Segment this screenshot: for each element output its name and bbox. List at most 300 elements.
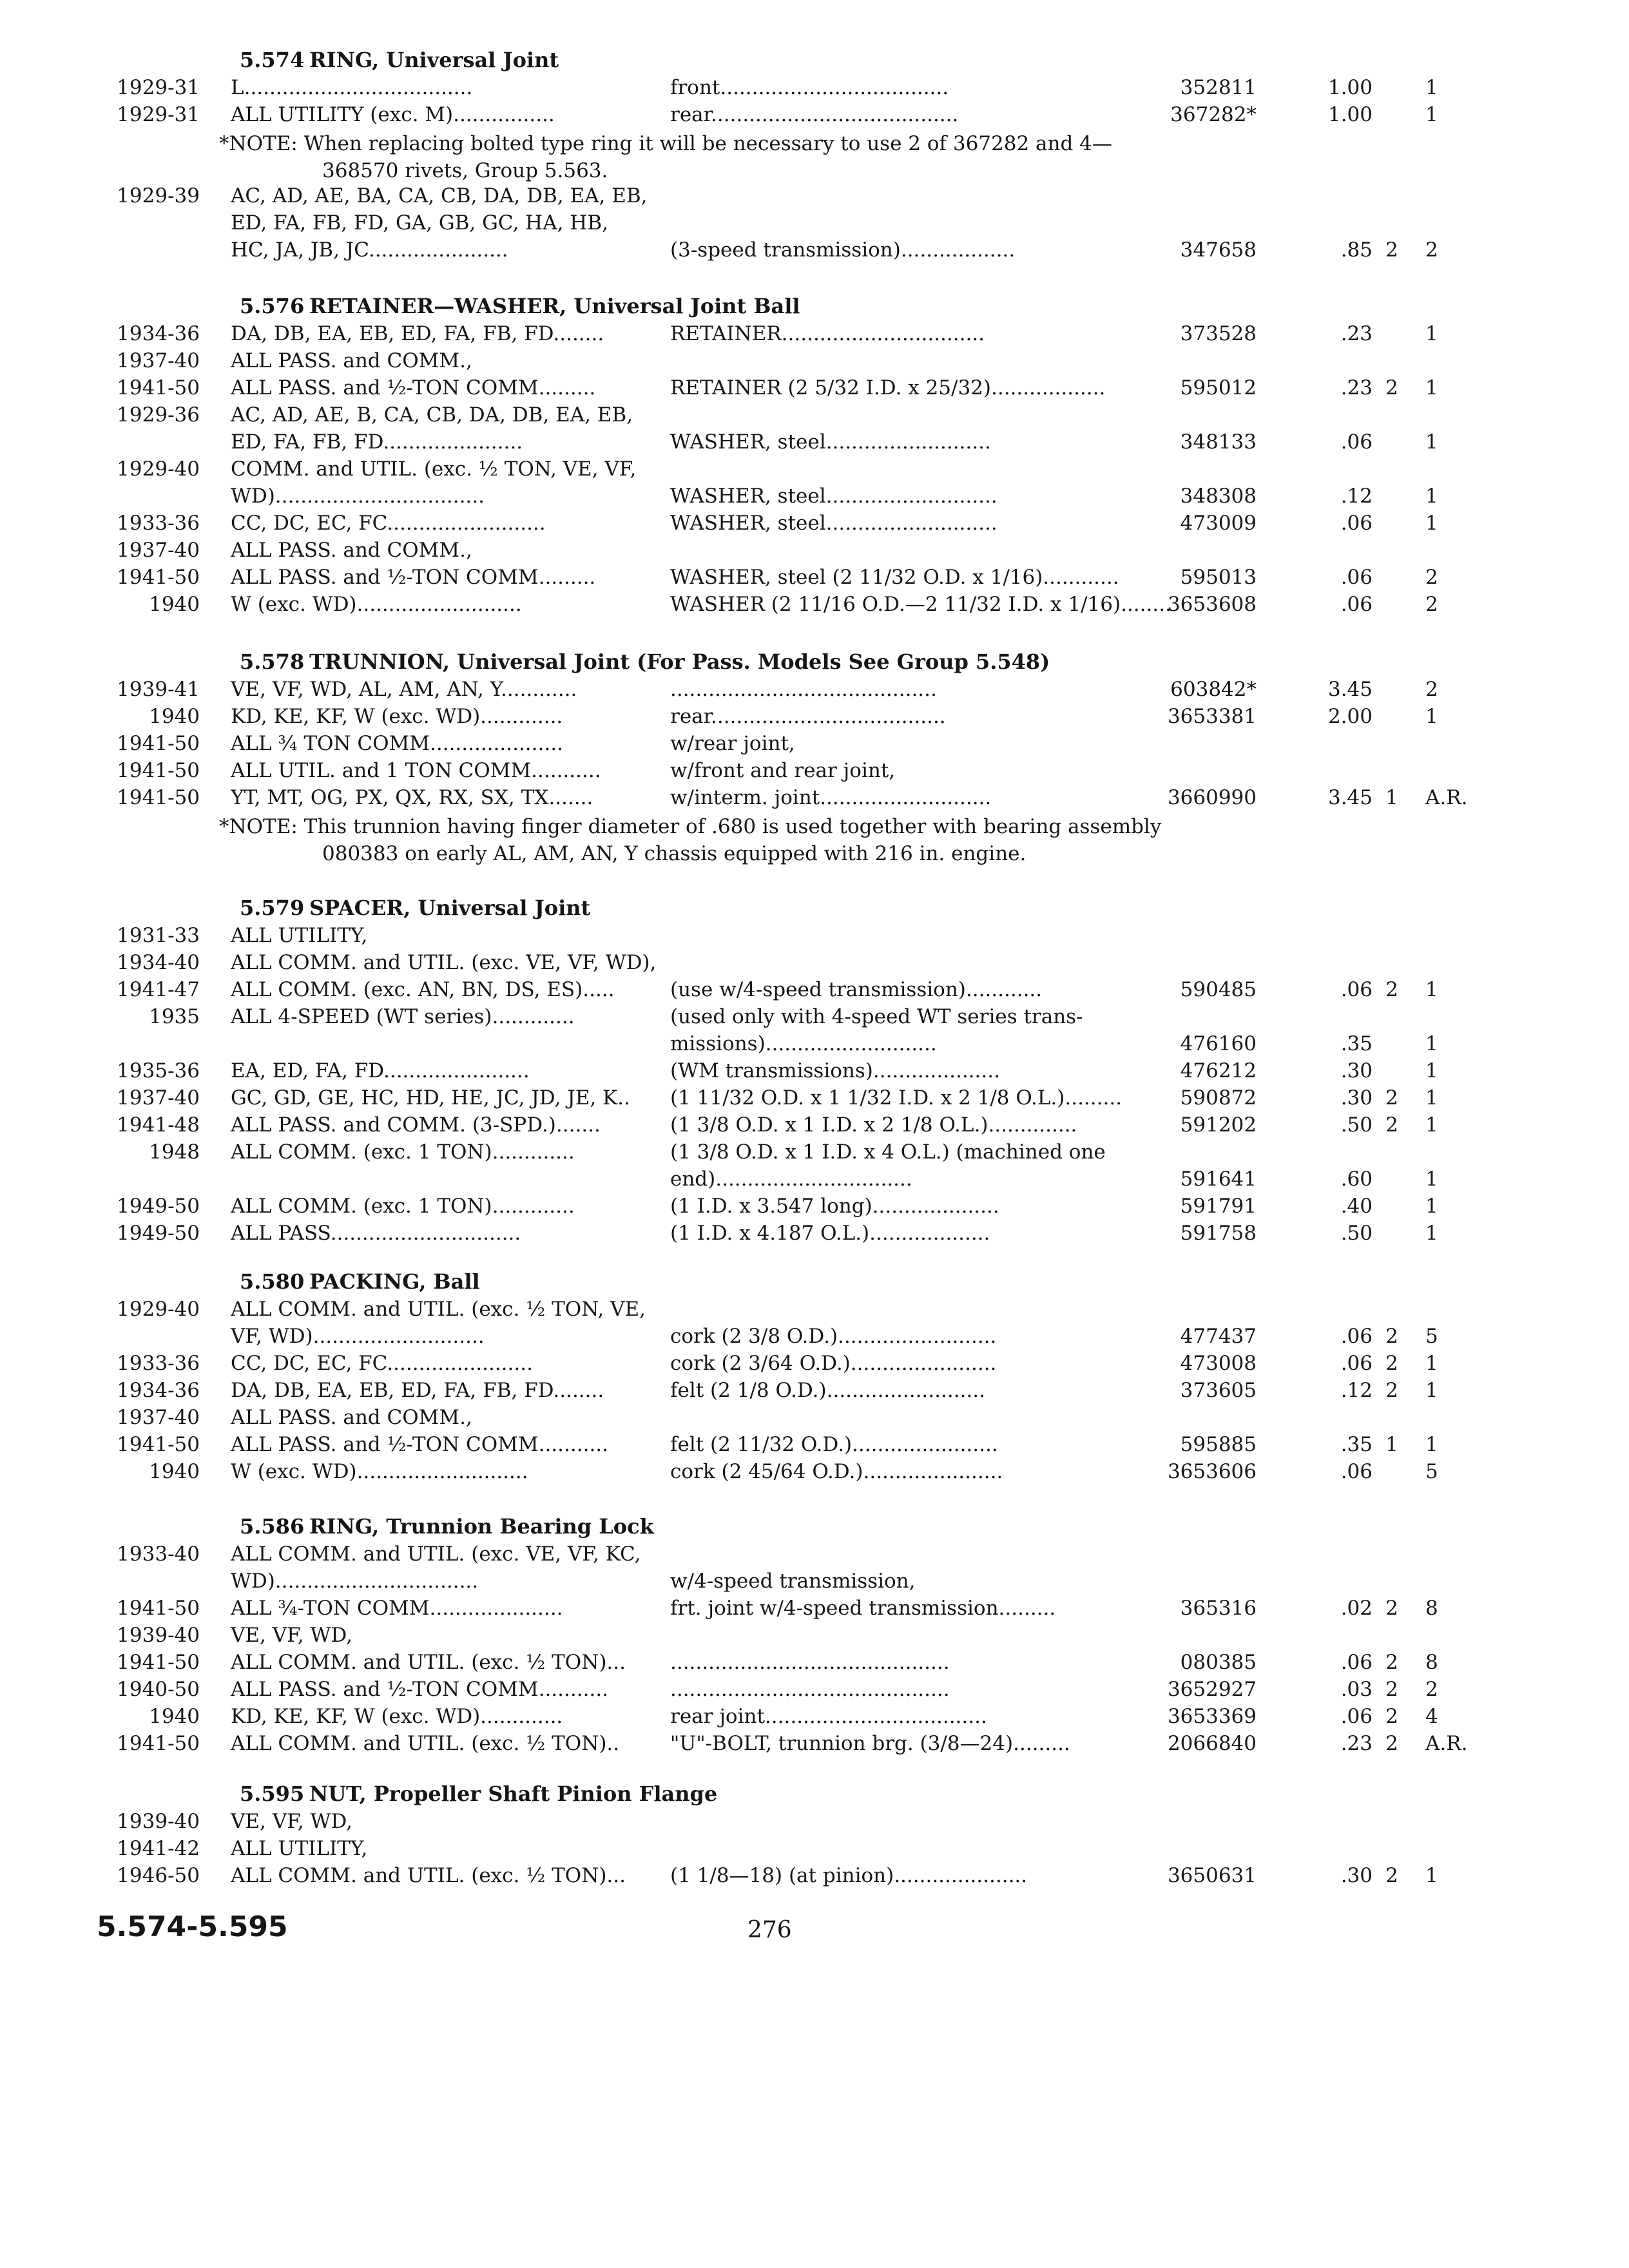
models-cell: L.................................... (231, 76, 473, 99)
page-number: 276 (747, 1917, 792, 1943)
quantity-cell: 2 (1425, 678, 1438, 701)
description-cell: (WM transmissions).................... (670, 1059, 1000, 1082)
part-number-cell: 590485 (1180, 978, 1257, 1001)
models-cell: W (exc. WD)........................... (231, 1460, 528, 1483)
note-line: 080383 on early AL, AM, AN, Y chassis equipped with 216 in. engine. (322, 842, 1027, 865)
part-number-cell: 591641 (1180, 1168, 1257, 1191)
description-cell: missions)........................... (670, 1032, 937, 1055)
price-cell: .06 (1340, 1460, 1373, 1483)
section-5-574 (97, 48, 1572, 265)
price-cell: .06 (1340, 1352, 1373, 1375)
price-cell: 1.00 (1327, 76, 1373, 99)
models-cell: ALL ¾-TON COMM..................... (231, 1597, 563, 1620)
description-cell: (used only with 4-speed WT series trans- (670, 1005, 1083, 1028)
description-cell: (1 11/32 O.D. x 1 1/32 I.D. x 2 1/8 O.L.)......... (670, 1086, 1123, 1110)
year-cell: 1939-41 (117, 678, 200, 701)
part-number-cell: 367282* (1170, 103, 1257, 126)
part-number-cell: 347658 (1180, 238, 1257, 262)
models-cell: ALL UTILITY (exc. M)................ (231, 103, 555, 126)
models-cell: ALL PASS. and COMM. (3-SPD.)....... (231, 1113, 601, 1137)
year-cell: 1929-31 (117, 76, 200, 99)
part-number-cell: 477437 (1180, 1325, 1257, 1348)
year-cell: 1941-48 (117, 1113, 200, 1137)
models-cell: COMM. and UTIL. (exc. ½ TON, VE, VF, (231, 457, 637, 481)
section-header (97, 1782, 1572, 1810)
section-5-595 (97, 1782, 1572, 1891)
price-cell: .02 (1340, 1597, 1373, 1620)
description-cell: cork (2 3/8 O.D.)......................... (670, 1325, 997, 1348)
price-cell: .06 (1340, 1705, 1373, 1728)
part-row (97, 485, 1572, 512)
price-cell: .06 (1340, 512, 1373, 535)
part-row (97, 1460, 1572, 1487)
quantity-cell: 1 (1425, 1195, 1438, 1218)
price-cell: .50 (1340, 1113, 1373, 1137)
description-cell: WASHER (2 11/16 O.D.—2 11/32 I.D. x 1/16)........ (670, 593, 1171, 616)
section-header (97, 1269, 1572, 1298)
part-row (97, 566, 1572, 593)
part-number-cell: 591791 (1180, 1195, 1257, 1218)
section-5-578 (97, 649, 1572, 867)
description-cell: cork (2 45/64 O.D.)...................... (670, 1460, 1003, 1483)
section-title: NUT, Propeller Shaft Pinion Flange (309, 1782, 718, 1806)
group-cell: 2 (1385, 1325, 1398, 1348)
part-number-cell: 348308 (1180, 485, 1257, 508)
year-cell: 1929-40 (117, 1298, 200, 1321)
description-cell: ............................................ (670, 1651, 950, 1674)
group-cell: 2 (1385, 1352, 1398, 1375)
part-number-cell: 595012 (1180, 376, 1257, 399)
models-cell: VE, VF, WD, AL, AM, AN, Y............ (231, 678, 577, 701)
year-cell: 1941-50 (117, 1433, 200, 1456)
part-row (97, 376, 1572, 403)
description-cell: rear....................................... (670, 103, 959, 126)
group-cell: 2 (1385, 978, 1398, 1001)
description-cell: (1 I.D. x 3.547 long).................... (670, 1195, 999, 1218)
quantity-cell: 1 (1425, 1032, 1438, 1055)
part-number-cell: 3653381 (1167, 705, 1257, 728)
quantity-cell: 1 (1425, 1352, 1438, 1375)
footer-group-range: 5.574-5.595 (97, 1910, 288, 1943)
section-5-579 (97, 896, 1572, 1249)
section-title: PACKING, Ball (309, 1269, 480, 1294)
quantity-cell: 1 (1425, 1168, 1438, 1191)
year-cell: 1948 (149, 1140, 200, 1164)
year-cell: 1933-40 (117, 1542, 200, 1566)
part-number-cell: 373605 (1180, 1379, 1257, 1402)
year-cell: 1941-50 (117, 732, 200, 755)
part-row (97, 1140, 1572, 1168)
group-cell: 2 (1385, 1086, 1398, 1110)
part-row (97, 1651, 1572, 1678)
part-number-cell: 352811 (1180, 76, 1257, 99)
year-cell: 1940 (149, 1460, 200, 1483)
quantity-cell: 1 (1425, 1086, 1438, 1110)
quantity-cell: 1 (1425, 705, 1438, 728)
part-number-cell: 473008 (1180, 1352, 1257, 1375)
year-cell: 1940 (149, 705, 200, 728)
description-cell: frt. joint w/4-speed transmission......... (670, 1597, 1056, 1620)
price-cell: .23 (1340, 1732, 1373, 1755)
models-cell: ALL COMM. and UTIL. (exc. ½ TON)... (231, 1651, 626, 1674)
part-row (97, 759, 1572, 786)
price-cell: .30 (1340, 1864, 1373, 1887)
part-row (97, 1325, 1572, 1352)
description-cell: w/interm. joint........................... (670, 786, 992, 809)
year-cell: 1929-36 (117, 403, 200, 427)
year-cell: 1941-50 (117, 1597, 200, 1620)
year-cell: 1937-40 (117, 1406, 200, 1429)
section-5-586 (97, 1514, 1572, 1759)
quantity-cell: 2 (1425, 593, 1438, 616)
quantity-cell: 8 (1425, 1597, 1438, 1620)
models-cell: ALL PASS. and COMM., (231, 539, 472, 562)
part-row (97, 1597, 1572, 1624)
part-row (97, 786, 1572, 813)
year-cell: 1935-36 (117, 1059, 200, 1082)
part-row (97, 1113, 1572, 1140)
quantity-cell: 1 (1425, 1113, 1438, 1137)
part-row (97, 1705, 1572, 1732)
part-number-cell: 3653606 (1167, 1460, 1257, 1483)
part-number-cell: 591758 (1180, 1222, 1257, 1245)
part-row (97, 1195, 1572, 1222)
section-note (97, 813, 1379, 867)
group-cell: 2 (1385, 376, 1398, 399)
description-cell: WASHER, steel........................... (670, 485, 998, 508)
description-cell: w/front and rear joint, (670, 759, 896, 782)
models-cell: ALL ¾ TON COMM..................... (231, 732, 563, 755)
section-number: 5.574 (240, 48, 305, 72)
part-row (97, 349, 1572, 376)
models-cell: WD)................................. (231, 485, 485, 508)
section-header (97, 896, 1572, 924)
part-number-cell: 591202 (1180, 1113, 1257, 1137)
section-number: 5.579 (240, 896, 305, 920)
note-line: *NOTE: When replacing bolted type ring it will be necessary to use 2 of 367282 and 4— (219, 132, 1112, 155)
description-cell: WASHER, steel (2 11/32 O.D. x 1/16)............ (670, 566, 1119, 589)
price-cell: .06 (1340, 1651, 1373, 1674)
models-cell: ED, FA, FB, FD, GA, GB, GC, HA, HB, (231, 211, 608, 235)
quantity-cell: A.R. (1425, 1732, 1468, 1755)
description-cell: .......................................... (670, 678, 937, 701)
part-row (97, 1222, 1572, 1249)
part-row (97, 539, 1572, 566)
description-cell: WASHER, steel.......................... (670, 430, 991, 454)
year-cell: 1931-33 (117, 924, 200, 947)
section-5-580 (97, 1269, 1572, 1487)
models-cell: ALL COMM. (exc. 1 TON)............. (231, 1140, 575, 1164)
part-number-cell: 2066840 (1167, 1732, 1257, 1755)
year-cell: 1941-42 (117, 1837, 200, 1860)
price-cell: .30 (1340, 1059, 1373, 1082)
year-cell: 1941-47 (117, 978, 200, 1001)
group-cell: 2 (1385, 1651, 1398, 1674)
description-cell: (1 I.D. x 4.187 O.L.)................... (670, 1222, 990, 1245)
section-title: RING, Trunnion Bearing Lock (309, 1514, 654, 1539)
year-cell: 1939-40 (117, 1624, 200, 1647)
models-cell: ALL UTILITY, (231, 1837, 368, 1860)
part-row (97, 705, 1572, 732)
price-cell: .23 (1340, 376, 1373, 399)
group-cell: 2 (1385, 1705, 1398, 1728)
models-cell: CC, DC, EC, FC......................... (231, 512, 546, 535)
part-row (97, 1732, 1572, 1759)
models-cell: ALL 4-SPEED (WT series)............. (231, 1005, 575, 1028)
quantity-cell: 2 (1425, 1678, 1438, 1701)
year-cell: 1940 (149, 593, 200, 616)
part-row (97, 76, 1572, 103)
price-cell: .50 (1340, 1222, 1373, 1245)
quantity-cell: 1 (1425, 103, 1438, 126)
part-row (97, 1570, 1572, 1597)
year-cell: 1934-40 (117, 951, 200, 974)
year-cell: 1934-36 (117, 1379, 200, 1402)
price-cell: .35 (1340, 1433, 1373, 1456)
section-header (97, 294, 1572, 322)
description-cell: (1 3/8 O.D. x 1 I.D. x 4 O.L.) (machined one (670, 1140, 1106, 1164)
part-row (97, 322, 1572, 349)
part-number-cell: 590872 (1180, 1086, 1257, 1110)
part-number-cell: 3653608 (1167, 593, 1257, 616)
group-cell: 2 (1385, 1597, 1398, 1620)
quantity-cell: 8 (1425, 1651, 1438, 1674)
year-cell: 1929-40 (117, 457, 200, 481)
description-cell: RETAINER (2 5/32 I.D. x 25/32).................. (670, 376, 1106, 399)
part-number-cell: 476160 (1180, 1032, 1257, 1055)
description-cell: (use w/4-speed transmission)............ (670, 978, 1043, 1001)
quantity-cell: 1 (1425, 76, 1438, 99)
description-cell: (1 3/8 O.D. x 1 I.D. x 2 1/8 O.L.).............. (670, 1113, 1077, 1137)
models-cell: ALL COMM. and UTIL. (exc. ½ TON).. (231, 1732, 620, 1755)
part-row (97, 1678, 1572, 1705)
year-cell: 1929-31 (117, 103, 200, 126)
price-cell: .06 (1340, 593, 1373, 616)
part-row (97, 1864, 1572, 1891)
part-row (97, 457, 1572, 485)
models-cell: ALL PASS.............................. (231, 1222, 521, 1245)
models-cell: ALL PASS. and ½-TON COMM......... (231, 376, 596, 399)
models-cell: ALL PASS. and ½-TON COMM........... (231, 1433, 608, 1456)
description-cell: ............................................ (670, 1678, 950, 1701)
group-cell: 2 (1385, 1864, 1398, 1887)
year-cell: 1937-40 (117, 1086, 200, 1110)
section-number: 5.578 (240, 649, 305, 674)
models-cell: ALL COMM. and UTIL. (exc. ½ TON)... (231, 1864, 626, 1887)
group-cell: 2 (1385, 1678, 1398, 1701)
models-cell: ALL COMM. and UTIL. (exc. ½ TON, VE, (231, 1298, 646, 1321)
part-number-cell: 3653369 (1167, 1705, 1257, 1728)
part-row (97, 184, 1572, 211)
price-cell: 3.45 (1327, 678, 1373, 701)
models-cell: ALL PASS. and COMM., (231, 349, 472, 372)
part-number-cell: 3650631 (1167, 1864, 1257, 1887)
models-cell: EA, ED, FA, FD....................... (231, 1059, 530, 1082)
part-number-cell: 476212 (1180, 1059, 1257, 1082)
quantity-cell: 1 (1425, 512, 1438, 535)
section-title: RETAINER—WASHER, Universal Joint Ball (309, 294, 800, 318)
part-row (97, 1059, 1572, 1086)
year-cell: 1940-50 (117, 1678, 200, 1701)
description-cell: felt (2 1/8 O.D.)......................... (670, 1379, 985, 1402)
price-cell: .12 (1340, 485, 1373, 508)
part-row (97, 1810, 1572, 1837)
section-title: TRUNNION, Universal Joint (For Pass. Models See Group 5.548) (309, 649, 1050, 674)
price-cell: .06 (1340, 430, 1373, 454)
models-cell: AC, AD, AE, B, CA, CB, DA, DB, EA, EB, (231, 403, 633, 427)
part-row (97, 1005, 1572, 1032)
part-number-cell: 595885 (1180, 1433, 1257, 1456)
part-row (97, 1837, 1572, 1864)
part-number-cell: 373528 (1180, 322, 1257, 345)
note-line: 368570 rivets, Group 5.563. (322, 159, 608, 182)
section-title: SPACER, Universal Joint (309, 896, 591, 920)
description-cell: w/4-speed transmission, (670, 1570, 916, 1593)
models-cell: ALL PASS. and COMM., (231, 1406, 472, 1429)
description-cell: end)............................... (670, 1168, 912, 1191)
models-cell: ALL COMM. (exc. AN, BN, DS, ES)..... (231, 978, 615, 1001)
models-cell: ALL COMM. (exc. 1 TON)............. (231, 1195, 575, 1218)
models-cell: ALL COMM. and UTIL. (exc. VE, VF, WD), (231, 951, 657, 974)
section-title: RING, Universal Joint (309, 48, 559, 72)
description-cell: WASHER, steel........................... (670, 512, 998, 535)
year-cell: 1933-36 (117, 512, 200, 535)
part-row (97, 238, 1572, 265)
section-header (97, 649, 1572, 678)
models-cell: KD, KE, KF, W (exc. WD)............. (231, 705, 563, 728)
section-header (97, 1514, 1572, 1542)
section-number: 5.580 (240, 1269, 305, 1294)
models-cell: YT, MT, OG, PX, QX, RX, SX, TX....... (231, 786, 593, 809)
part-row (97, 1168, 1572, 1195)
part-row (97, 593, 1572, 620)
quantity-cell: 1 (1425, 978, 1438, 1001)
models-cell: DA, DB, EA, EB, ED, FA, FB, FD........ (231, 1379, 604, 1402)
quantity-cell: A.R. (1425, 786, 1468, 809)
description-cell: (1 1/8—18) (at pinion)..................... (670, 1864, 1028, 1887)
part-number-cell: 595013 (1180, 566, 1257, 589)
part-row (97, 951, 1572, 978)
section-note (97, 130, 1379, 184)
part-row (97, 430, 1572, 457)
year-cell: 1941-50 (117, 786, 200, 809)
section-number: 5.586 (240, 1514, 305, 1539)
description-cell: front.................................... (670, 76, 949, 99)
year-cell: 1941-50 (117, 1651, 200, 1674)
year-cell: 1937-40 (117, 539, 200, 562)
quantity-cell: 5 (1425, 1460, 1438, 1483)
price-cell: .40 (1340, 1195, 1373, 1218)
models-cell: ED, FA, FB, FD...................... (231, 430, 523, 454)
models-cell: GC, GD, GE, HC, HD, HE, JC, JD, JE, K.. (231, 1086, 630, 1110)
part-number-cell: 3652927 (1167, 1678, 1257, 1701)
part-row (97, 512, 1572, 539)
year-cell: 1941-50 (117, 759, 200, 782)
quantity-cell: 5 (1425, 1325, 1438, 1348)
models-cell: CC, DC, EC, FC....................... (231, 1352, 533, 1375)
section-number: 5.595 (240, 1782, 305, 1806)
year-cell: 1941-50 (117, 376, 200, 399)
price-cell: 3.45 (1327, 786, 1373, 809)
quantity-cell: 1 (1425, 485, 1438, 508)
part-number-cell: 3660990 (1167, 786, 1257, 809)
models-cell: ALL UTIL. and 1 TON COMM........... (231, 759, 601, 782)
part-row (97, 1433, 1572, 1460)
part-number-cell: 348133 (1180, 430, 1257, 454)
quantity-cell: 2 (1425, 566, 1438, 589)
models-cell: VF, WD)........................... (231, 1325, 485, 1348)
description-cell: w/rear joint, (670, 732, 795, 755)
part-row (97, 678, 1572, 705)
year-cell: 1934-36 (117, 322, 200, 345)
price-cell: .30 (1340, 1086, 1373, 1110)
price-cell: 2.00 (1327, 705, 1373, 728)
models-cell: W (exc. WD).......................... (231, 593, 522, 616)
part-row (97, 1298, 1572, 1325)
models-cell: ALL PASS. and ½-TON COMM........... (231, 1678, 608, 1701)
group-cell: 1 (1385, 1433, 1398, 1456)
part-row (97, 1406, 1572, 1433)
price-cell: .23 (1340, 322, 1373, 345)
description-cell: "U"-BOLT, trunnion brg. (3/8—24)......... (670, 1732, 1070, 1755)
models-cell: VE, VF, WD, (231, 1810, 352, 1833)
year-cell: 1949-50 (117, 1195, 200, 1218)
part-row (97, 211, 1572, 238)
part-row (97, 924, 1572, 951)
models-cell: DA, DB, EA, EB, ED, FA, FB, FD........ (231, 322, 604, 345)
year-cell: 1941-50 (117, 566, 200, 589)
part-number-cell: 603842* (1170, 678, 1257, 701)
part-row (97, 1086, 1572, 1113)
part-number-cell: 365316 (1180, 1597, 1257, 1620)
price-cell: 1.00 (1327, 103, 1373, 126)
description-cell: (3-speed transmission).................. (670, 238, 1016, 262)
quantity-cell: 2 (1425, 238, 1438, 262)
description-cell: rear..................................... (670, 705, 946, 728)
group-cell: 1 (1385, 786, 1398, 809)
quantity-cell: 1 (1425, 1059, 1438, 1082)
year-cell: 1933-36 (117, 1352, 200, 1375)
price-cell: .06 (1340, 978, 1373, 1001)
price-cell: .03 (1340, 1678, 1373, 1701)
group-cell: 2 (1385, 1113, 1398, 1137)
part-row (97, 1032, 1572, 1059)
year-cell: 1940 (149, 1705, 200, 1728)
year-cell: 1949-50 (117, 1222, 200, 1245)
models-cell: HC, JA, JB, JC...................... (231, 238, 508, 262)
models-cell: KD, KE, KF, W (exc. WD)............. (231, 1705, 563, 1728)
part-row (97, 1542, 1572, 1570)
price-cell: .85 (1340, 238, 1373, 262)
price-cell: .06 (1340, 1325, 1373, 1348)
quantity-cell: 4 (1425, 1705, 1438, 1728)
description-cell: RETAINER................................ (670, 322, 985, 345)
quantity-cell: 1 (1425, 322, 1438, 345)
part-row (97, 978, 1572, 1005)
year-cell: 1941-50 (117, 1732, 200, 1755)
description-cell: rear joint................................... (670, 1705, 987, 1728)
part-row (97, 1352, 1572, 1379)
year-cell: 1939-40 (117, 1810, 200, 1833)
models-cell: ALL PASS. and ½-TON COMM......... (231, 566, 596, 589)
price-cell: .06 (1340, 566, 1373, 589)
quantity-cell: 1 (1425, 1222, 1438, 1245)
models-cell: VE, VF, WD, (231, 1624, 352, 1647)
group-cell: 2 (1385, 1732, 1398, 1755)
quantity-cell: 1 (1425, 1433, 1438, 1456)
year-cell: 1929-39 (117, 184, 200, 207)
price-cell: .12 (1340, 1379, 1373, 1402)
